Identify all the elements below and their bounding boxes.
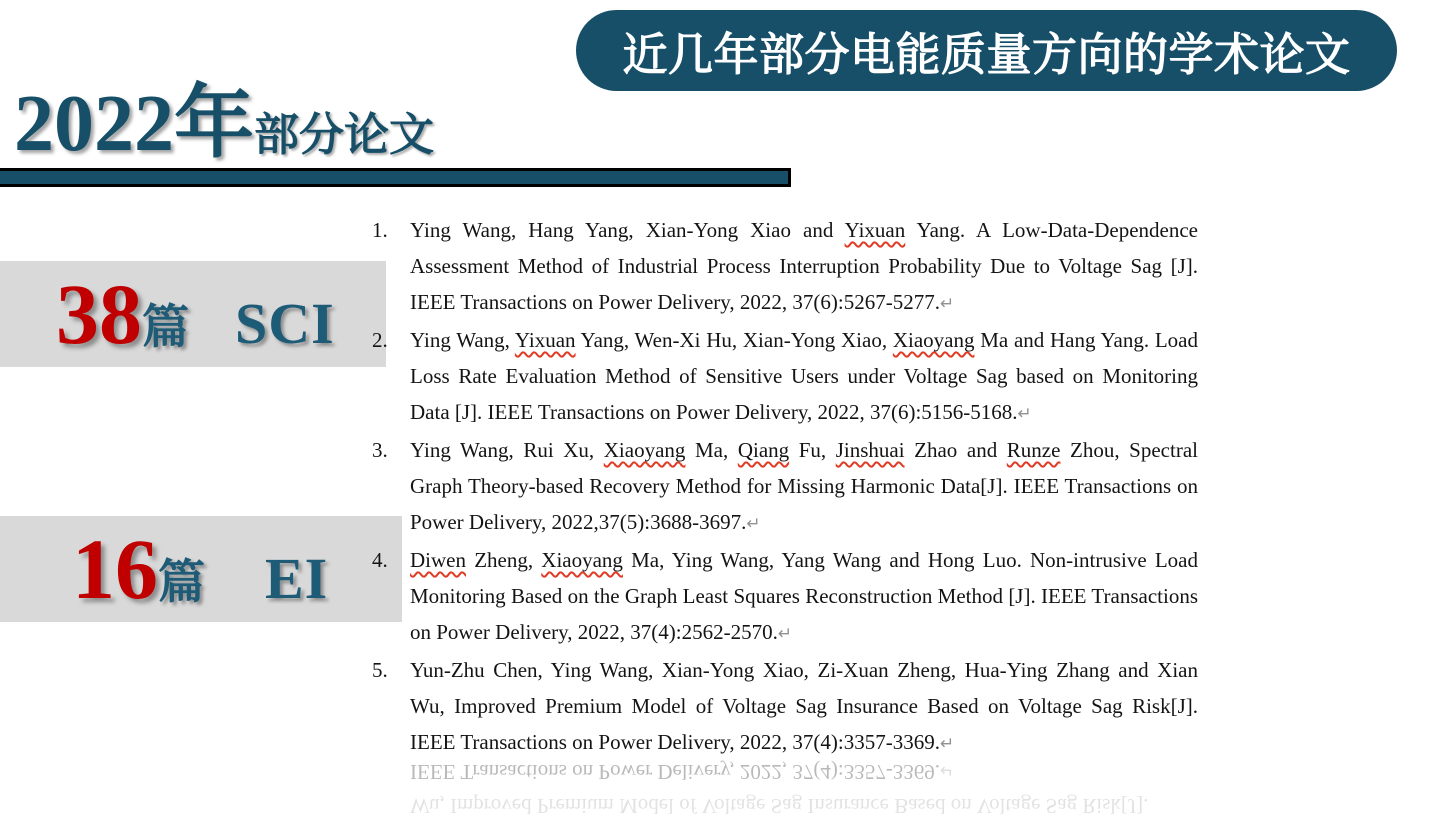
stat-box-ei bbox=[0, 516, 402, 622]
page-title bbox=[14, 80, 435, 168]
paper-citation-text bbox=[410, 432, 1198, 542]
misspelled-word: Runze bbox=[1006, 438, 1061, 462]
paragraph-return-icon: ↵ bbox=[1017, 404, 1032, 424]
citation-segment: Zhou, Spectral Graph Theory-based Recovery Method for Missing Harmonic Data[J]. IEEE Transactions on Power Delivery, 2022,37(5):3688-3697. bbox=[410, 438, 1198, 534]
paper-item bbox=[372, 432, 1198, 542]
banner-label: 近几年部分电能质量方向的学术论文 bbox=[622, 29, 1351, 80]
sci-count: 38 bbox=[56, 266, 142, 362]
paragraph-return-icon: ↵ bbox=[939, 760, 955, 780]
misspelled-word: Xiaoyang bbox=[541, 548, 623, 572]
citation-segment: Ying Wang, Hang Yang, Xian-Yong Xiao and bbox=[410, 218, 845, 242]
misspelled-word: Xiaoyang bbox=[603, 438, 686, 462]
stat-box-sci bbox=[0, 261, 386, 367]
paragraph-return-icon: ↵ bbox=[777, 624, 793, 644]
paper-item bbox=[372, 542, 1198, 652]
citation-segment: Ying Wang, bbox=[410, 328, 515, 352]
sci-index-label: SCI bbox=[235, 291, 335, 356]
misspelled-word: Yixuan bbox=[514, 328, 576, 352]
citation-segment: Zheng, bbox=[466, 548, 542, 572]
citation-segment: Ying Wang, Rui Xu, bbox=[410, 438, 604, 462]
paper-number: 5. bbox=[372, 658, 388, 682]
citation-segment: Ma and Hang Yang. Load Loss Rate Evaluation Method of Sensitive Users under Voltage Sag based on Monitoring Data [J]. IEEE Transactions on Power Delivery, 2022, 37(6):5156-5168. bbox=[410, 328, 1198, 424]
paper-number: 4. bbox=[372, 548, 388, 572]
paper-citation-text bbox=[410, 212, 1198, 322]
paper-item bbox=[372, 322, 1198, 432]
ei-unit: 篇 bbox=[158, 557, 205, 609]
citation-segment: Zhao and bbox=[904, 438, 1007, 462]
paper-number: 3. bbox=[372, 438, 388, 462]
title-year: 2022年 bbox=[14, 80, 254, 168]
paper-number: 1. bbox=[372, 218, 388, 242]
title-suffix: 部分论文 bbox=[254, 110, 435, 160]
citation-segment: Yang, Wen-Xi Hu, Xian-Yong Xiao, bbox=[575, 328, 893, 352]
paragraph-return-icon: ↵ bbox=[746, 514, 761, 534]
paper-citation-text bbox=[410, 322, 1198, 432]
citation-segment: Yun-Zhu Chen, Ying Wang, Xian-Yong Xiao, Zi-Xuan Zheng, Hua-Ying Zhang and Xian Wu, Improved Premium Model of Voltage Sag Insurance Based on Voltage Sag Risk[J]. IEEE Transactions on Power Delivery, 2022, 37(4):3357-3369. bbox=[410, 658, 1198, 754]
paper-list bbox=[372, 212, 1198, 762]
paper-item bbox=[372, 652, 1198, 762]
paper-citation-text bbox=[410, 652, 1198, 762]
reflection-line: IEEE Transactions on Power Delivery, 2022, 37(4):3357-3369.↵ bbox=[410, 760, 955, 784]
sci-unit: 篇 bbox=[142, 302, 189, 354]
paper-citation-text bbox=[410, 542, 1198, 652]
stat-inner bbox=[56, 264, 335, 364]
banner bbox=[576, 10, 1397, 91]
citation-segment: Fu, bbox=[789, 438, 836, 462]
misspelled-word: Jinshuai bbox=[835, 438, 905, 462]
paper-item bbox=[372, 212, 1198, 322]
citation-segment: Ma, Ying Wang, Yang Wang and Hong Luo. Non-intrusive Load Monitoring Based on the Graph Least Squares Reconstruction Method [J]. IEEE Transactions on Power Delivery, 2022, 37(4):2562-2570. bbox=[410, 548, 1198, 644]
stat-inner bbox=[72, 519, 328, 619]
misspelled-word: Diwen bbox=[410, 548, 466, 572]
reflection bbox=[372, 752, 1198, 818]
misspelled-word: Yixuan bbox=[844, 218, 906, 242]
paragraph-return-icon: ↵ bbox=[939, 294, 955, 314]
paper-number: 2. bbox=[372, 328, 388, 352]
paragraph-return-icon: ↵ bbox=[939, 734, 955, 754]
ei-index-label: EI bbox=[265, 546, 329, 611]
reflection-line: Wu, Improved Premium Model of Voltage Sag Insurance Based on Voltage Sag Risk[J]. bbox=[410, 794, 1149, 818]
title-underline-bar bbox=[0, 168, 791, 187]
citation-segment: Ma, bbox=[685, 438, 738, 462]
ei-count: 16 bbox=[72, 521, 158, 617]
citation-segment: Yang. A Low-Data-Dependence Assessment Method of Industrial Process Interruption Probability Due to Voltage Sag [J]. IEEE Transactions on Power Delivery, 2022, 37(6):5267-5277. bbox=[410, 218, 1198, 314]
misspelled-word: Qiang bbox=[737, 438, 790, 462]
misspelled-word: Xiaoyang bbox=[892, 328, 975, 352]
